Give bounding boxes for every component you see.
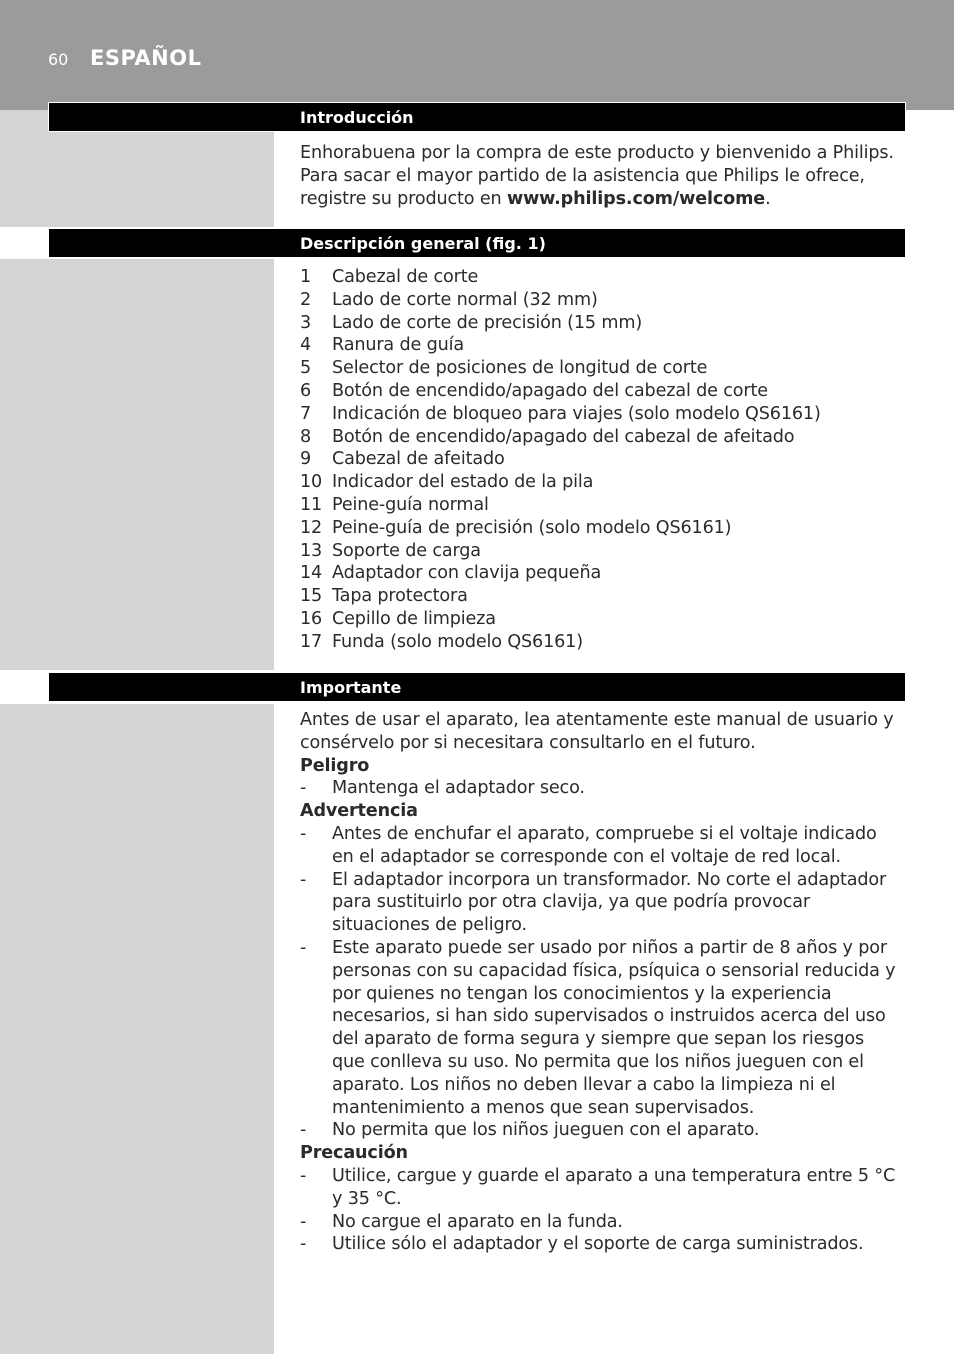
introduccion-paragraph <box>300 142 900 210</box>
section-bar-descripcion <box>48 228 906 258</box>
list-item <box>300 289 900 312</box>
list-item-text: Antes de enchufar el aparato, compruebe si el voltaje indicado en el adaptador se corresponde con el voltaje de red local. <box>332 823 877 867</box>
list-item-number: 12 <box>300 517 323 538</box>
list-item-text: Ranura de guía <box>332 335 465 356</box>
list-item-text: Selector de posiciones de longitud de corte <box>332 358 708 379</box>
introduccion-body <box>300 142 900 210</box>
list-item <box>300 823 900 869</box>
list-item-number: 6 <box>300 380 312 401</box>
list-item <box>300 334 900 357</box>
list-bullet: - <box>300 869 307 890</box>
list-item-text: Soporte de carga <box>332 540 481 561</box>
list-item-text: Lado de corte normal (32 mm) <box>332 289 598 310</box>
list-item-number: 15 <box>300 586 323 607</box>
list-bullet: - <box>300 937 307 958</box>
list-item-number: 4 <box>300 335 312 356</box>
list-item-text: Indicador del estado de la pila <box>332 472 594 493</box>
list-item-number: 9 <box>300 449 312 470</box>
list-item-text: El adaptador incorpora un transformador. No corte el adaptador para sustituirlo por otra clavija, ya que podría provocar situaciones de peligro. <box>332 869 887 936</box>
list-item-text: Lado de corte de precisión (15 mm) <box>332 312 643 333</box>
advertencia-list <box>300 823 900 1142</box>
list-item <box>300 562 900 585</box>
list-item-text: Utilice sólo el adaptador y el soporte de carga suministrados. <box>332 1234 864 1255</box>
advertencia-heading: Advertencia <box>300 801 418 822</box>
welcome-link[interactable]: www.philips.com/welcome <box>506 188 766 209</box>
list-item-text: Peine-guía de precisión (solo modelo QS6161) <box>332 517 732 538</box>
list-item-text: Cabezal de afeitado <box>332 449 505 470</box>
list-item <box>300 777 900 800</box>
list-item <box>300 1119 900 1142</box>
peligro-list <box>300 777 900 800</box>
list-item-number: 11 <box>300 494 323 515</box>
list-item-text: Adaptador con clavija pequeña <box>332 563 602 584</box>
list-item-number: 10 <box>300 472 323 493</box>
list-item-number: 3 <box>300 312 312 333</box>
list-item <box>300 1211 900 1234</box>
list-item <box>300 357 900 380</box>
page-language-title: ESPAÑOL <box>90 46 202 70</box>
page-header <box>0 0 954 110</box>
list-item-number: 16 <box>300 608 323 629</box>
section-title-importante: Importante <box>300 678 402 697</box>
list-item-number: 8 <box>300 426 312 447</box>
list-item <box>300 403 900 426</box>
list-item-number: 2 <box>300 289 312 310</box>
list-item-text: Cabezal de corte <box>332 267 479 287</box>
introduccion-text-end: . <box>765 188 771 209</box>
list-item <box>300 448 900 471</box>
list-item <box>300 937 900 1119</box>
importante-intro: Antes de usar el aparato, lea atentamente este manual de usuario y consérvelo por si necesitara consultarlo en el futuro. <box>300 710 894 753</box>
list-item-text: Indicación de bloqueo para viajes (solo modelo QS6161) <box>332 403 821 424</box>
precaucion-list <box>300 1165 900 1256</box>
list-item <box>300 266 900 289</box>
list-item <box>300 517 900 540</box>
section-bar-introduccion <box>48 102 906 132</box>
list-item-text: Botón de encendido/apagado del cabezal de afeitado <box>332 426 795 447</box>
list-item <box>300 608 900 631</box>
list-item <box>300 380 900 403</box>
list-item-number: 14 <box>300 563 323 584</box>
list-item-text: No cargue el aparato en la funda. <box>332 1211 623 1232</box>
list-item <box>300 540 900 563</box>
list-item <box>300 631 900 654</box>
list-bullet: - <box>300 823 307 844</box>
side-column <box>0 110 274 1354</box>
list-item <box>300 1233 900 1256</box>
list-item-text: Cepillo de limpieza <box>332 608 496 629</box>
list-item-text: Utilice, cargue y guarde el aparato a una temperatura entre 5 °C y 35 °C. <box>332 1165 896 1209</box>
list-item <box>300 471 900 494</box>
list-item-number: 5 <box>300 358 312 379</box>
list-item-text: No permita que los niños jueguen con el aparato. <box>332 1120 760 1141</box>
section-title-introduccion: Introducción <box>300 108 414 127</box>
list-item-number: 17 <box>300 631 323 652</box>
list-item <box>300 426 900 449</box>
list-bullet: - <box>300 1211 307 1232</box>
list-item-text: Este aparato puede ser usado por niños a partir de 8 años y por personas con su capacidad física, psíquica o sensorial reducida y por quienes no tengan los conocimientos y la experiencia necesarios, si han sido supervisados o instruidos acerca del uso del aparato de forma segura y siempre que sepan los riesgos que conlleva su uso. No permita que los niños jueguen con el aparato. Los niños no deben llevar a cabo la limpieza ni el mantenimiento a menos que sean supervisados. <box>332 937 896 1118</box>
list-item-number: 13 <box>300 540 323 561</box>
list-item-text: Peine-guía normal <box>332 494 489 515</box>
list-item-text: Mantenga el adaptador seco. <box>332 778 585 799</box>
page-number: 60 <box>48 50 69 69</box>
introduccion-text: Enhorabuena por la compra de este producto y bienvenido a Philips. Para sacar el mayor partido de la asistencia que Philips le ofrece, registre su producto en <box>300 143 894 209</box>
list-item <box>300 585 900 608</box>
list-bullet: - <box>300 1234 307 1255</box>
list-item-text: Botón de encendido/apagado del cabezal de corte <box>332 380 768 401</box>
parts-list <box>300 266 900 654</box>
importante-body <box>300 709 900 1256</box>
list-item <box>300 312 900 335</box>
list-bullet: - <box>300 1120 307 1141</box>
list-bullet: - <box>300 778 307 799</box>
list-item-number: 1 <box>300 267 312 287</box>
list-bullet: - <box>300 1165 307 1186</box>
list-item-number: 7 <box>300 403 312 424</box>
list-item-text: Tapa protectora <box>332 586 468 607</box>
list-item <box>300 494 900 517</box>
section-bar-importante <box>48 672 906 702</box>
peligro-heading: Peligro <box>300 755 370 776</box>
section-title-descripcion: Descripción general (fig. 1) <box>300 234 546 253</box>
list-item <box>300 869 900 937</box>
list-item-text: Funda (solo modelo QS6161) <box>332 631 583 652</box>
precaucion-heading: Precaución <box>300 1143 408 1164</box>
list-item <box>300 1165 900 1211</box>
